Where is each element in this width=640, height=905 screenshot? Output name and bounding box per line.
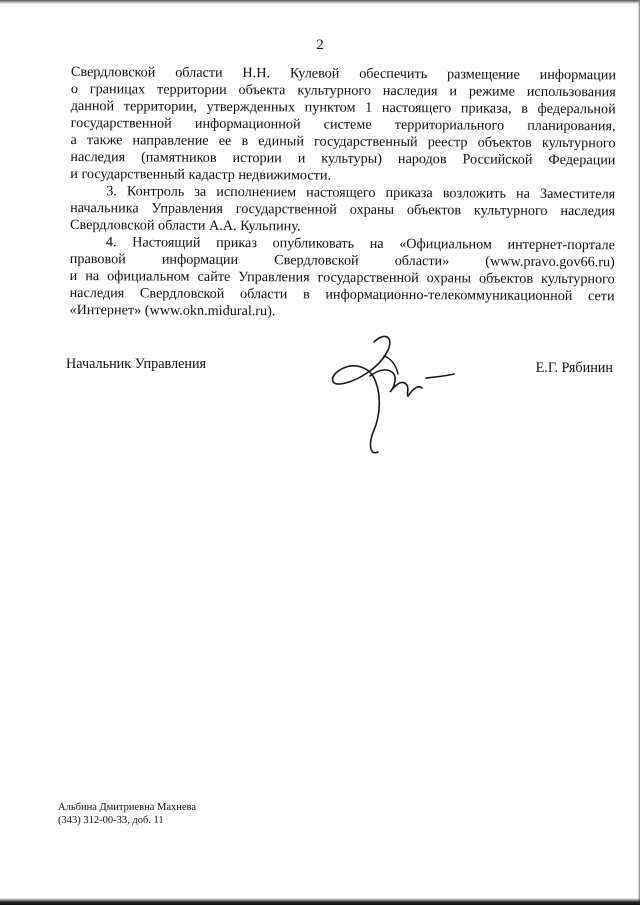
body-line: данной территории, утвержденных пунктом 1 настоящего приказа, в федеральной: [70, 97, 616, 118]
paragraph-4-line: «Интернет» (www.okn.midural.ru).: [69, 301, 276, 320]
signatory-name: Е.Г. Рябинин: [535, 360, 613, 376]
signatory-position: Начальник Управления: [66, 356, 207, 372]
order-body-text: [69, 64, 616, 322]
paragraph-4-line: наследия Свердловской области в информационно-телекоммуникационной сети: [69, 284, 615, 305]
paragraph-3-line: Свердловской области А.А. Кульпину.: [69, 216, 301, 235]
body-line: Свердловской области Н.Н. Кулевой обеспечить размещение информации: [70, 64, 616, 84]
executor-name: Альбина Дмитриевна Махнева: [58, 802, 197, 813]
scan-edge-top: [0, 0, 640, 4]
body-line: и государственный кадастр недвижимости.: [70, 165, 332, 184]
body-line: государственной информационной системе территориального планирования,: [70, 114, 616, 135]
body-line: наследия (памятников истории и культуры) народов Российской Федерации: [70, 148, 616, 169]
paragraph-4-line: правовой информации Свердловской области» (www.pravo.gov66.ru): [69, 250, 615, 271]
paragraph-4-line: 4. Настоящий приказ опубликовать на «Официальном интернет-портале: [105, 234, 615, 254]
handwritten-signature: [326, 330, 466, 460]
executor-phone: (343) 312-00-33, доб. 11: [58, 815, 164, 826]
paragraph-3-line: начальника Управления государственной охраны объектов культурного наследия: [70, 199, 616, 220]
body-line: а также направление ее в единый государственный реестр объектов культурного: [70, 131, 616, 152]
paragraph-3-line: 3. Контроль за исполнением настоящего приказа возложить на Заместителя: [106, 183, 616, 203]
paragraph-4-line: и на официальном сайте Управления государственной охраны объектов культурного: [69, 267, 615, 288]
executor-info: [58, 801, 196, 827]
page-number: 2: [316, 37, 324, 53]
scan-edge-bottom: [0, 898, 640, 905]
body-line: о границах территории объекта культурного наследия и режиме использования: [70, 80, 616, 101]
